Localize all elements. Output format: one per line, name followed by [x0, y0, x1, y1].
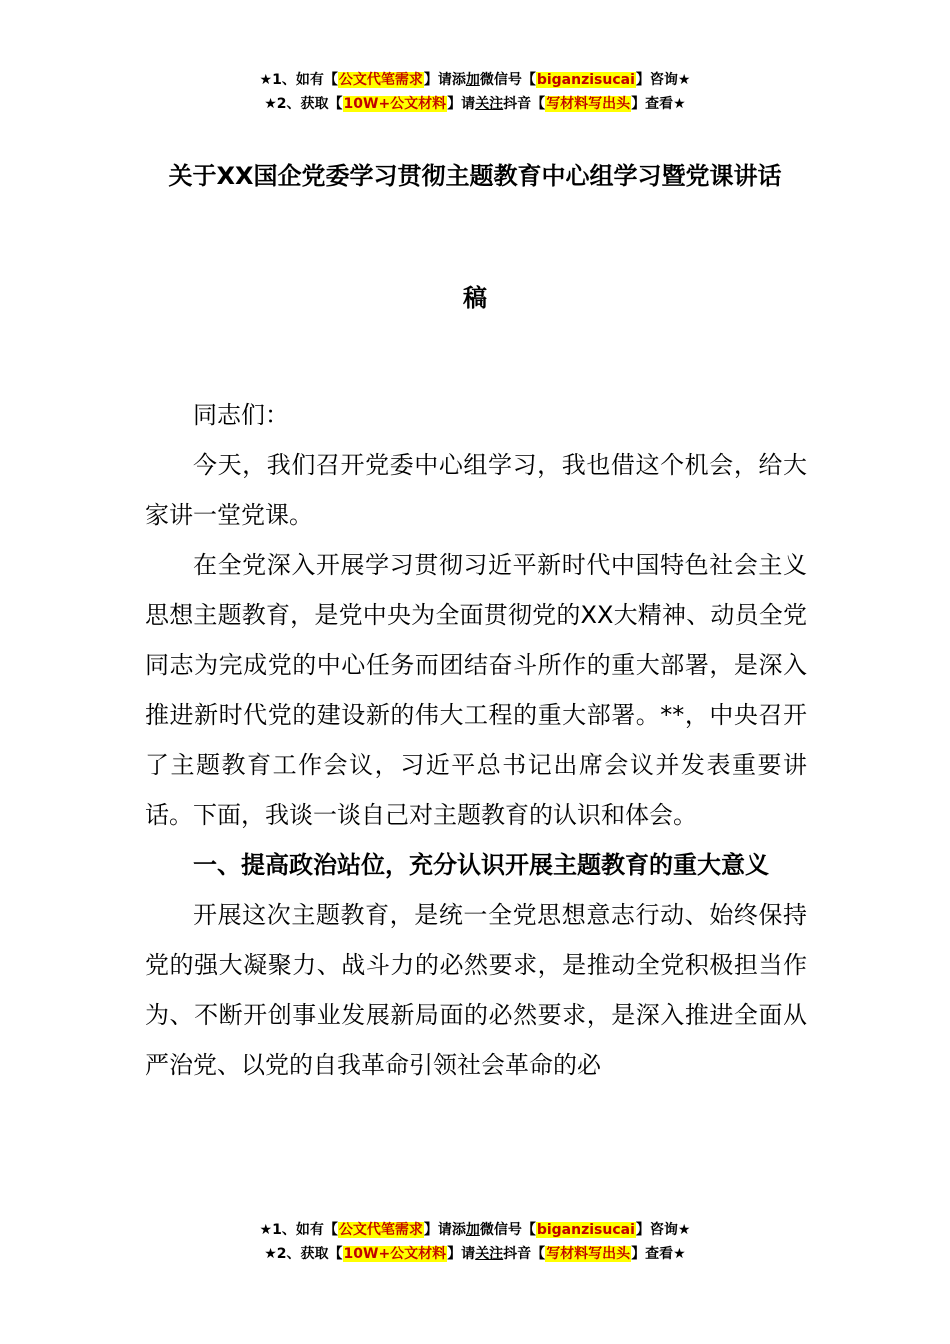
promo-highlight: 公文代笔需求 — [338, 72, 423, 88]
promo-text: 抖音【 — [503, 96, 546, 112]
document-title-continued: 稿 — [463, 284, 487, 312]
promo-text: 】咨询★ — [635, 72, 691, 88]
promo-line-2 — [0, 1242, 950, 1266]
promo-text: ★2、获取【 — [264, 96, 343, 112]
promo-text: 】请添 — [423, 1222, 466, 1238]
promo-highlight: 写材料写出头 — [546, 96, 631, 112]
promo-underline: 加 — [465, 72, 480, 88]
promo-highlight: 10W+公文材料 — [343, 96, 447, 112]
promo-highlight: 公文代笔需求 — [338, 1222, 423, 1238]
body-paragraph: 在全党深入开展学习贯彻习近平新时代中国特色社会主义思想主题教育，是党中央为全面贯彻党的XX大精神、动员全党同志为完成党的中心任务而团结奋斗所作的重大部署，是深入推进新时代党的建设新的伟大工程的重大部署。**，中央召开了主题教育工作会议，习近平总书记出席会议并发表重要讲话。下面，我谈一谈自己对主题教育的认识和体会。 — [145, 551, 807, 829]
promo-underline: 关注 — [475, 1246, 504, 1262]
promo-text: 】请 — [447, 1246, 476, 1262]
promo-highlight: 10W+公文材料 — [343, 1246, 447, 1262]
promo-line-1 — [0, 68, 950, 92]
promo-banner-top — [0, 68, 950, 116]
document-body — [145, 390, 807, 1090]
promo-underline: 加 — [465, 1222, 480, 1238]
promo-text: ★2、获取【 — [264, 1246, 343, 1262]
document-title: 关于XX国企党委学习贯彻主题教育中心组学习暨党课讲话 — [168, 162, 782, 190]
promo-text: ★1、如有【 — [259, 72, 338, 88]
salutation: 同志们： — [193, 401, 289, 429]
promo-line-2 — [0, 92, 950, 116]
promo-line-1 — [0, 1218, 950, 1242]
promo-banner-bottom — [0, 1218, 950, 1266]
promo-text: 】咨询★ — [635, 1222, 691, 1238]
promo-text: ★1、如有【 — [259, 1222, 338, 1238]
promo-highlight: biganzisucai — [536, 72, 635, 88]
section-heading: 一、提高政治站位，充分认识开展主题教育的重大意义 — [193, 851, 769, 879]
promo-text: 】查看★ — [631, 1246, 686, 1262]
promo-text: 抖音【 — [503, 1246, 546, 1262]
promo-text: 微信号【 — [479, 1222, 536, 1238]
promo-highlight: 写材料写出头 — [546, 1246, 631, 1262]
promo-highlight: biganzisucai — [536, 1222, 635, 1238]
promo-underline: 关注 — [475, 96, 504, 112]
body-paragraph: 开展这次主题教育，是统一全党思想意志行动、始终保持党的强大凝聚力、战斗力的必然要求，是推动全党积极担当作为、不断开创事业发展新局面的必然要求，是深入推进全面从严治党、以党的自我革命引领社会革命的必 — [145, 901, 807, 1079]
promo-text: 】请 — [447, 96, 476, 112]
promo-text: 微信号【 — [479, 72, 536, 88]
promo-text: 】请添 — [423, 72, 466, 88]
body-paragraph: 今天，我们召开党委中心组学习，我也借这个机会，给大家讲一堂党课。 — [145, 451, 807, 529]
promo-text: 】查看★ — [631, 96, 686, 112]
